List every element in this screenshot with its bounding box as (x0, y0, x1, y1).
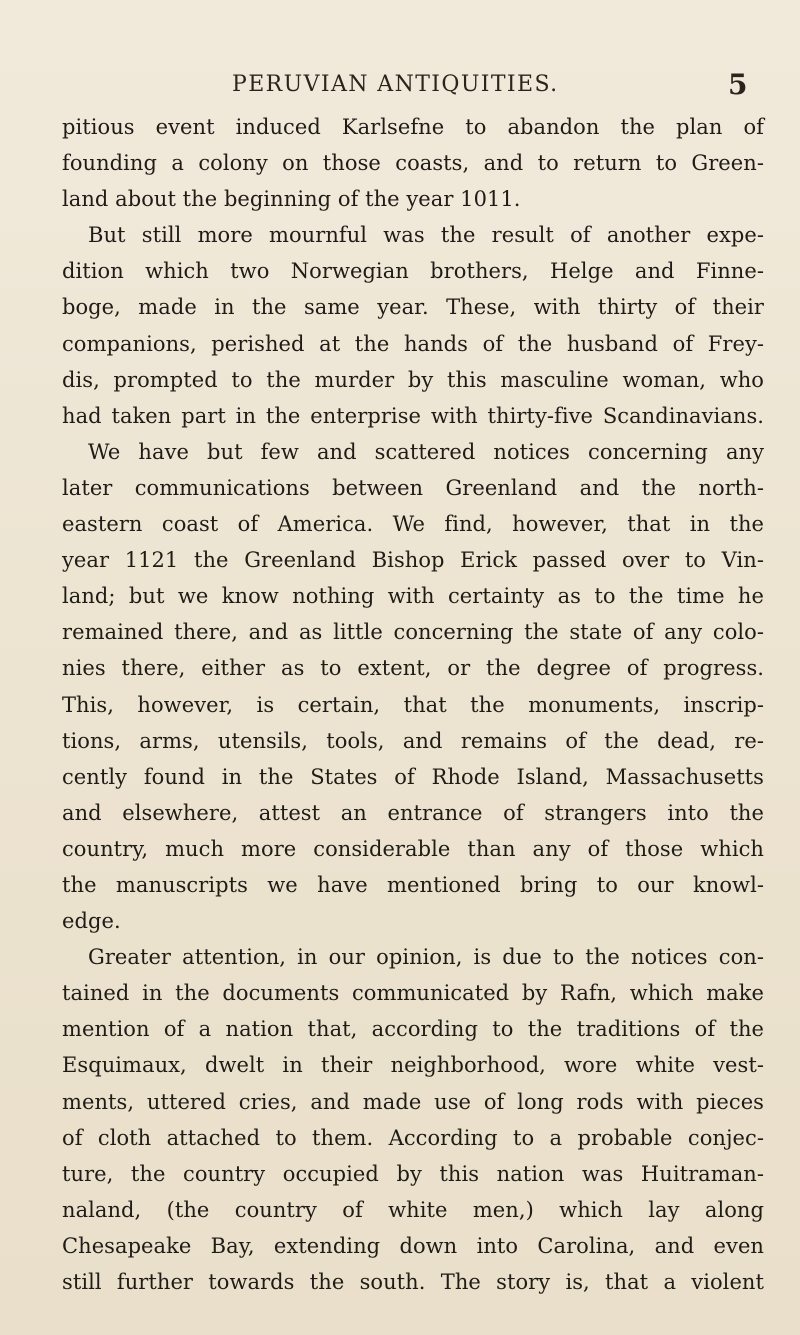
text-line: remained there, and as little concerning the state of any colo- (62, 620, 764, 645)
text-line: Esquimaux, dwelt in their neighborhood, wore white vest- (62, 1053, 764, 1078)
text-line: dition which two Norwegian brothers, Helge and Finne- (62, 259, 764, 284)
text-line: mention of a nation that, according to the traditions of the (62, 1017, 764, 1042)
text-line: founding a colony on those coasts, and to return to Green- (62, 151, 764, 176)
running-head (0, 68, 800, 102)
text-line: and elsewhere, attest an entrance of strangers into the (62, 800, 764, 825)
text-line: cently found in the States of Rhode Island, Massachusetts (62, 764, 764, 789)
text-line: land about the beginning of the year 1011. (62, 187, 521, 212)
text-line: ments, uttered cries, and made use of long rods with pieces (62, 1089, 764, 1114)
body-text (62, 109, 764, 1300)
text-line: We have but few and scattered notices concerning any (88, 439, 764, 464)
text-line: year 1121 the Greenland Bishop Erick passed over to Vin- (62, 548, 764, 573)
text-line: had taken part in the enterprise with thirty-five Scandinavians. (62, 403, 764, 428)
text-line: Greater attention, in our opinion, is due to the notices con- (88, 945, 764, 970)
running-title: PERUVIAN ANTIQUITIES. (232, 72, 559, 97)
text-line: land; but we know nothing with certainty as to the time he (62, 584, 764, 609)
page-number: 5 (728, 68, 748, 101)
text-line: pitious event induced Karlsefne to abandon the plan of (62, 115, 764, 139)
text-line: But still more mournful was the result of another expe- (88, 223, 764, 248)
text-line: country, much more considerable than any of those which (62, 836, 764, 861)
text-line: ture, the country occupied by this nation was Huitraman- (62, 1161, 764, 1186)
text-line: nies there, either as to extent, or the degree of progress. (62, 656, 764, 681)
text-line: tions, arms, utensils, tools, and remains of the dead, re- (62, 728, 764, 753)
text-line: edge. (62, 909, 121, 934)
text-line: still further towards the south. The story is, that a violent (62, 1270, 764, 1294)
text-line: Chesapeake Bay, extending down into Carolina, and even (62, 1233, 764, 1258)
text-line: of cloth attached to them. According to a probable conjec- (62, 1125, 764, 1150)
text-line: This, however, is certain, that the monuments, inscrip- (62, 692, 764, 717)
text-line: boge, made in the same year. These, with thirty of their (62, 295, 764, 320)
text-line: companions, perished at the hands of the husband of Frey- (62, 331, 764, 356)
text-line: tained in the documents communicated by Rafn, which make (62, 981, 764, 1006)
text-line: eastern coast of America. We find, however, that in the (62, 512, 764, 537)
text-line: dis, prompted to the murder by this masculine woman, who (62, 367, 764, 392)
text-line: naland, (the country of white men,) which lay along (62, 1197, 764, 1222)
text-line: the manuscripts we have mentioned bring to our knowl- (62, 872, 764, 897)
text-line: later communications between Greenland and the north- (62, 475, 764, 500)
